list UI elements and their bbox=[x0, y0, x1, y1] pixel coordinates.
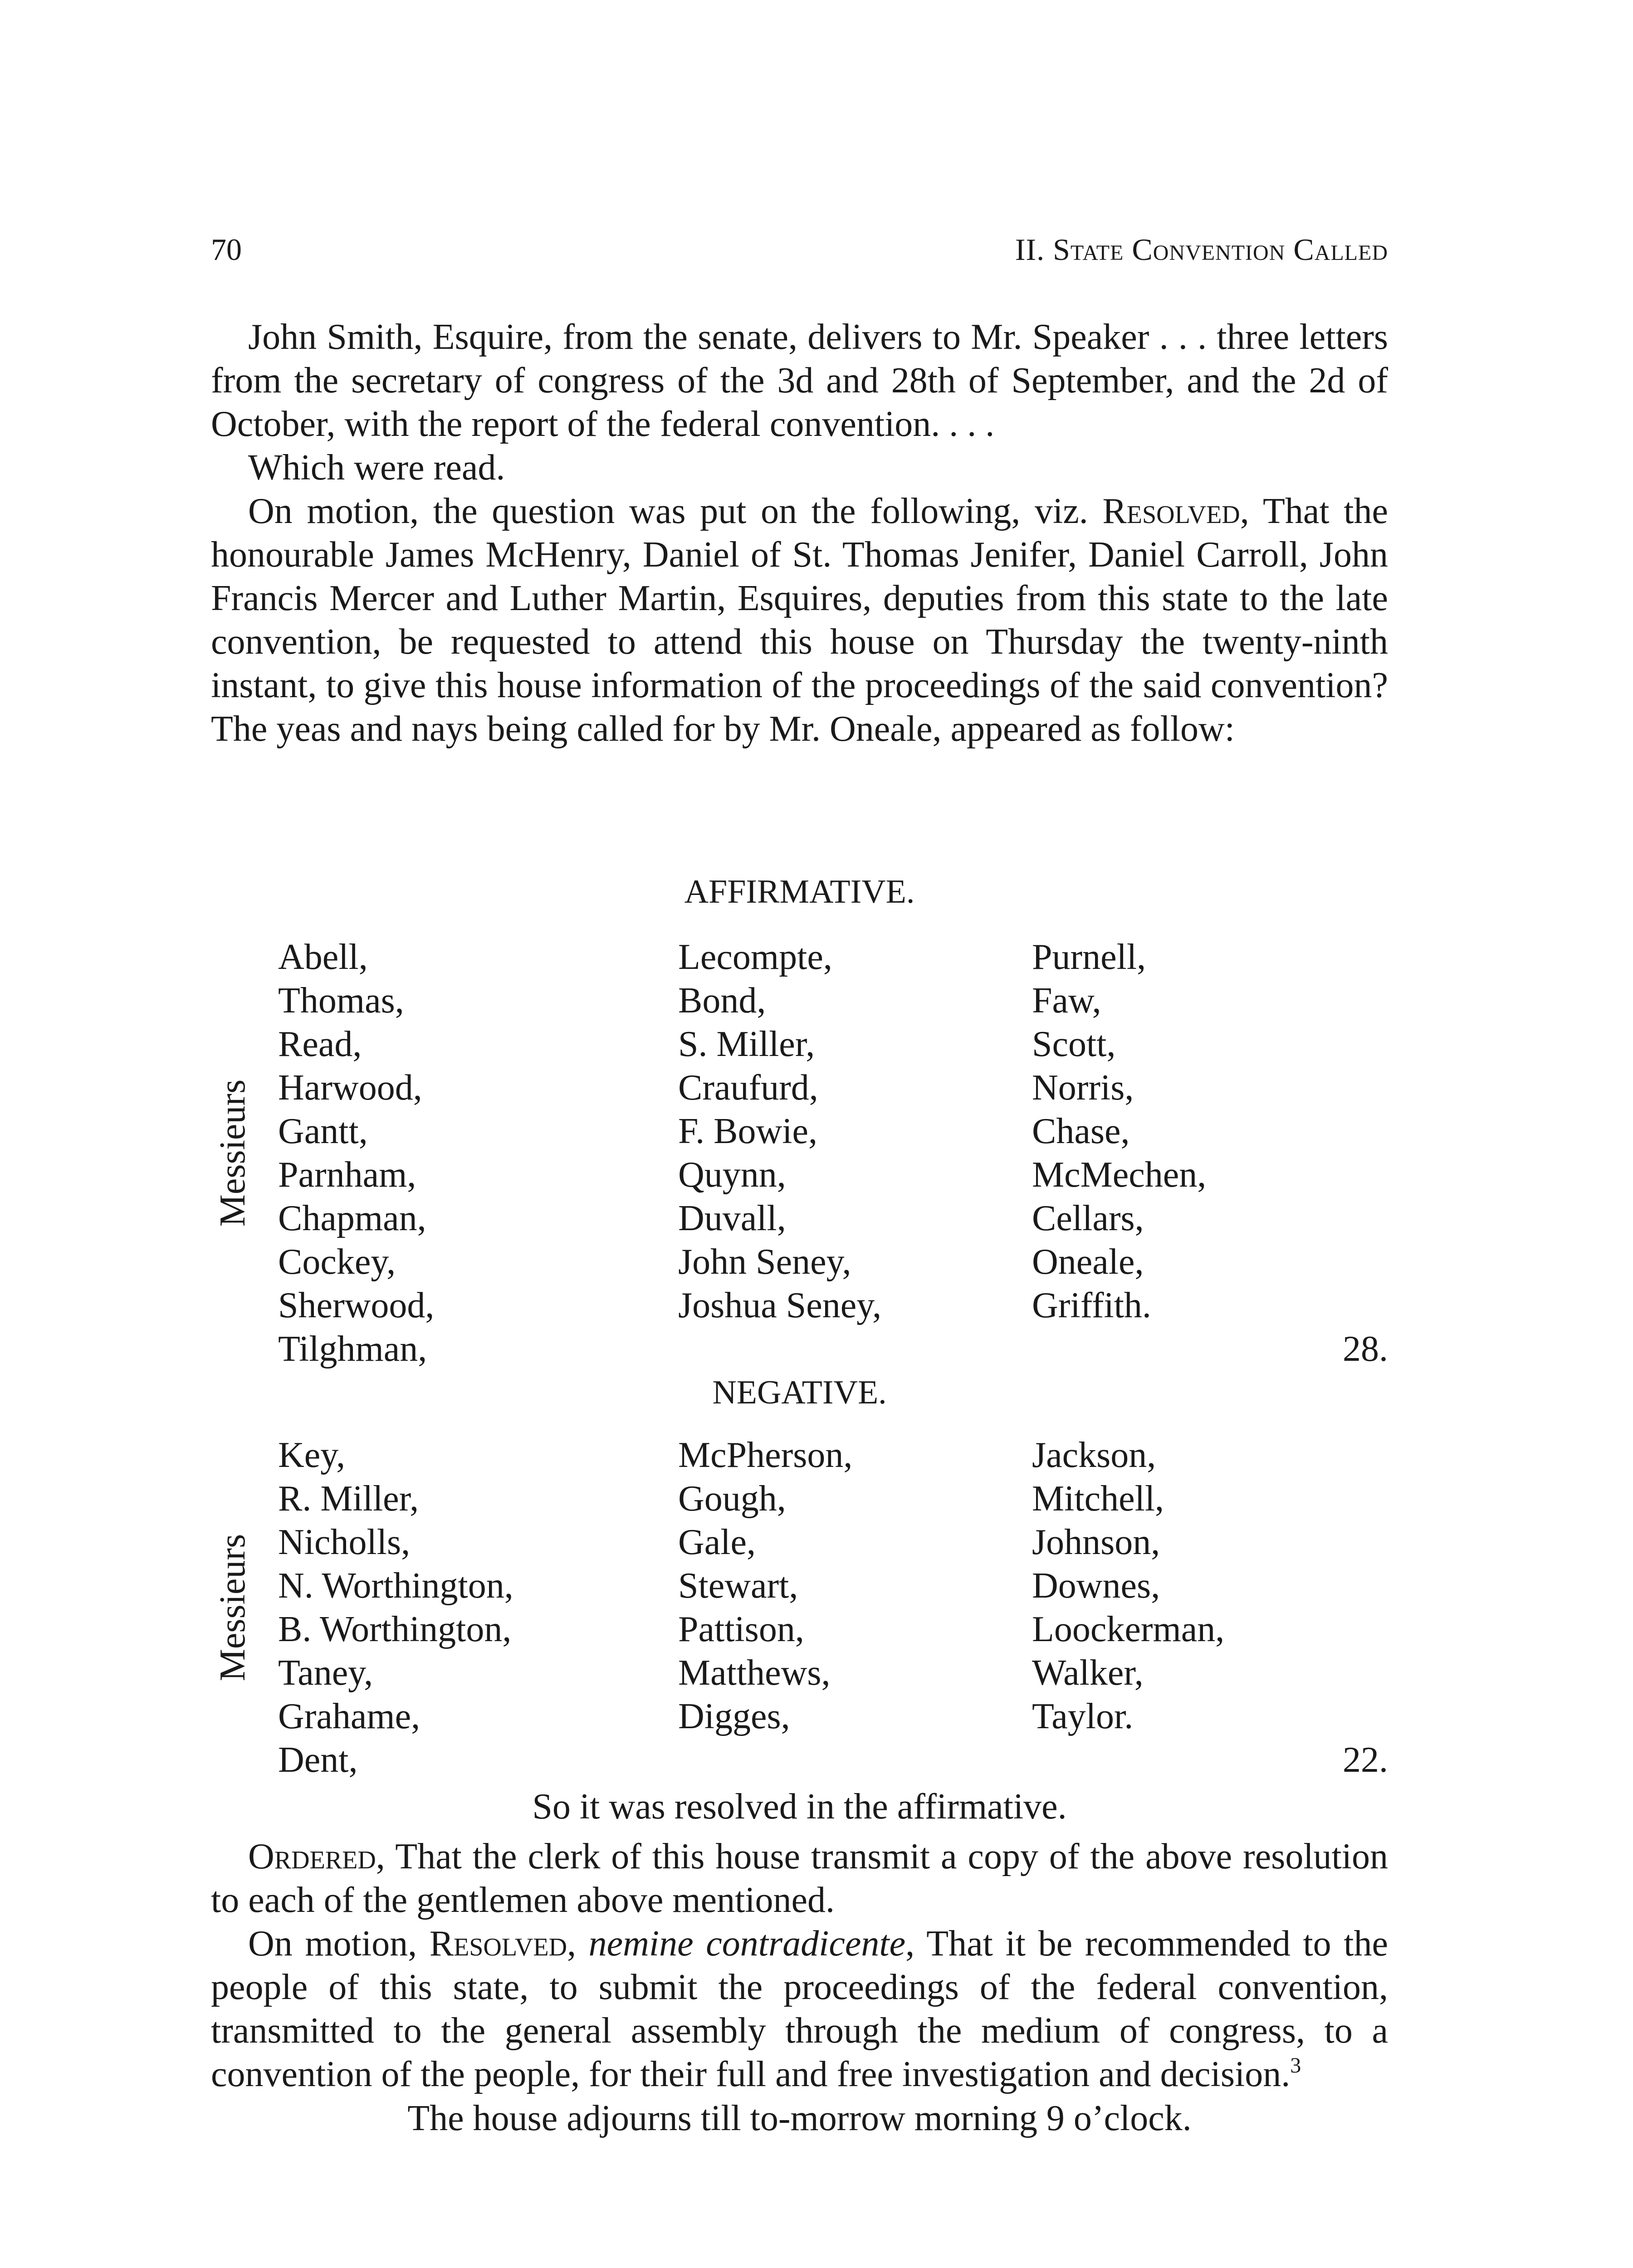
voter-name: Bond, bbox=[678, 981, 766, 1021]
affirmative-col-3 bbox=[1032, 935, 1206, 1327]
voter-name: Stewart, bbox=[678, 1566, 798, 1606]
negative-votes bbox=[211, 1433, 1388, 1782]
voter-name: Scott, bbox=[1032, 1024, 1116, 1064]
voter-name: Dent, bbox=[278, 1740, 358, 1780]
voter-name: Taney, bbox=[278, 1653, 373, 1693]
closing-text bbox=[211, 1835, 1388, 2096]
voter-name: McPherson, bbox=[678, 1435, 853, 1475]
voter-name: Griffith. bbox=[1032, 1286, 1151, 1325]
intro-text bbox=[211, 315, 1388, 751]
voter-name: Mitchell, bbox=[1032, 1479, 1164, 1519]
voter-name: Cellars, bbox=[1032, 1198, 1144, 1238]
voter-name: Loockerman, bbox=[1032, 1609, 1225, 1649]
affirmative-votes bbox=[211, 935, 1388, 1371]
ordered-body: , That the clerk of this house transmit a copy of the above resolution to each of the gentlemen above mentioned. bbox=[211, 1837, 1388, 1920]
voter-name: R. Miller, bbox=[278, 1479, 419, 1519]
negative-total: 22. bbox=[1343, 1740, 1388, 1780]
negative-heading: NEGATIVE. bbox=[712, 1374, 887, 1411]
affirmative-heading: AFFIRMATIVE. bbox=[684, 873, 915, 910]
paragraph-senate-letters: John Smith, Esquire, from the senate, delivers to Mr. Speaker . . . three letters from the secretary of congress of the 3d and 28th of September, and the 2d of October, with the report of the federal convention. . . . bbox=[211, 317, 1388, 444]
recommend-body: , That it be recommended to the people of this state, to submit the proceedings of the federal convention, transmitted to the general assembly through the medium of congress, to a convention of the people, for their full and free investigation and decision. bbox=[211, 1924, 1389, 2094]
negative-col-1 bbox=[278, 1433, 513, 1782]
recommend-comma: , bbox=[567, 1924, 577, 1964]
negative-col-3 bbox=[1032, 1433, 1224, 1738]
voter-name: Parnham, bbox=[278, 1155, 416, 1195]
voter-name: Grahame, bbox=[278, 1696, 420, 1736]
voter-name: Matthews, bbox=[678, 1653, 831, 1693]
paragraph-resolution bbox=[211, 489, 1388, 751]
messieurs-text: Messieurs bbox=[213, 1079, 253, 1227]
voter-name: Walker, bbox=[1032, 1653, 1144, 1693]
voter-name: Read, bbox=[278, 1024, 362, 1064]
paragraph-ordered bbox=[211, 1835, 1388, 1922]
ordered-smallcaps: Ordered bbox=[248, 1837, 376, 1877]
page-number: 70 bbox=[211, 232, 242, 267]
voter-name: Craufurd, bbox=[678, 1068, 818, 1108]
affirmative-total: 28. bbox=[1343, 1329, 1388, 1369]
affirmative-messieurs-label bbox=[211, 935, 254, 1371]
adjourn-line: The house adjourns till to-morrow morning 9 o’clock. bbox=[407, 2098, 1192, 2138]
negative-messieurs-label bbox=[211, 1433, 254, 1782]
voter-name: McMechen, bbox=[1032, 1155, 1207, 1195]
affirmative-col-1 bbox=[278, 935, 434, 1371]
voter-name: Gough, bbox=[678, 1479, 786, 1519]
running-title: II. State Convention Called bbox=[1015, 232, 1388, 267]
resolution-body: , That the honourable James McHenry, Daniel of St. Thomas Jenifer, Daniel Carroll, John Francis Mercer and Luther Martin, Esquires, deputies from this state to the late convention, be requested to attend this house on Thursday the twenty-ninth instant, to give this house information of the proceedings of the said convention? The yeas and nays being called for by Mr. Oneale, appeared as follow: bbox=[211, 491, 1389, 749]
paragraph-read: Which were read. bbox=[248, 448, 505, 488]
result-line: So it was resolved in the affirmative. bbox=[532, 1787, 1067, 1827]
latin-phrase: nemine contradicente bbox=[588, 1924, 906, 1964]
voter-name: Thomas, bbox=[278, 981, 404, 1021]
voter-name: Sherwood, bbox=[278, 1286, 435, 1325]
voter-name: Abell, bbox=[278, 937, 368, 977]
voter-name: John Seney, bbox=[678, 1242, 851, 1282]
voter-name: Lecompte, bbox=[678, 937, 832, 977]
voter-name: Purnell, bbox=[1032, 937, 1146, 977]
resolution-lead: On motion, the question was put on the following, viz. bbox=[248, 491, 1088, 531]
voter-name: B. Worthington, bbox=[278, 1609, 512, 1649]
voter-name: Chase, bbox=[1032, 1111, 1130, 1151]
voter-name: Downes, bbox=[1032, 1566, 1160, 1606]
voter-name: Faw, bbox=[1032, 981, 1101, 1021]
resolved-smallcaps: Resolved bbox=[1102, 491, 1240, 531]
voter-name: Quynn, bbox=[678, 1155, 786, 1195]
voter-name: Pattison, bbox=[678, 1609, 804, 1649]
voter-name: S. Miller, bbox=[678, 1024, 815, 1064]
voter-name: Digges, bbox=[678, 1696, 790, 1736]
affirmative-col-2 bbox=[678, 935, 881, 1327]
voter-name: Nicholls, bbox=[278, 1522, 411, 1562]
voter-name: Norris, bbox=[1032, 1068, 1134, 1108]
voter-name: Gantt, bbox=[278, 1111, 368, 1151]
voter-name: Duvall, bbox=[678, 1198, 786, 1238]
voter-name: Taylor. bbox=[1032, 1696, 1134, 1736]
voter-name: Key, bbox=[278, 1435, 346, 1475]
voter-name: Joshua Seney, bbox=[678, 1286, 882, 1325]
paragraph-recommend bbox=[211, 1922, 1388, 2096]
voter-name: Tilghman, bbox=[278, 1329, 427, 1369]
resolved-smallcaps: Resolved bbox=[429, 1924, 567, 1964]
voter-name: Harwood, bbox=[278, 1068, 422, 1108]
negative-col-2 bbox=[678, 1433, 852, 1738]
voter-name: Johnson, bbox=[1032, 1522, 1160, 1562]
recommend-lead: On motion, bbox=[248, 1924, 417, 1964]
voter-name: Cockey, bbox=[278, 1242, 396, 1282]
voter-name: Oneale, bbox=[1032, 1242, 1144, 1282]
running-header bbox=[211, 229, 1388, 270]
voter-name: Gale, bbox=[678, 1522, 756, 1562]
messieurs-text: Messieurs bbox=[213, 1534, 253, 1681]
voter-name: Chapman, bbox=[278, 1198, 426, 1238]
footnote-ref[interactable]: 3 bbox=[1290, 2053, 1301, 2077]
voter-name: Jackson, bbox=[1032, 1435, 1156, 1475]
voter-name: N. Worthington, bbox=[278, 1566, 513, 1606]
voter-name: F. Bowie, bbox=[678, 1111, 817, 1151]
